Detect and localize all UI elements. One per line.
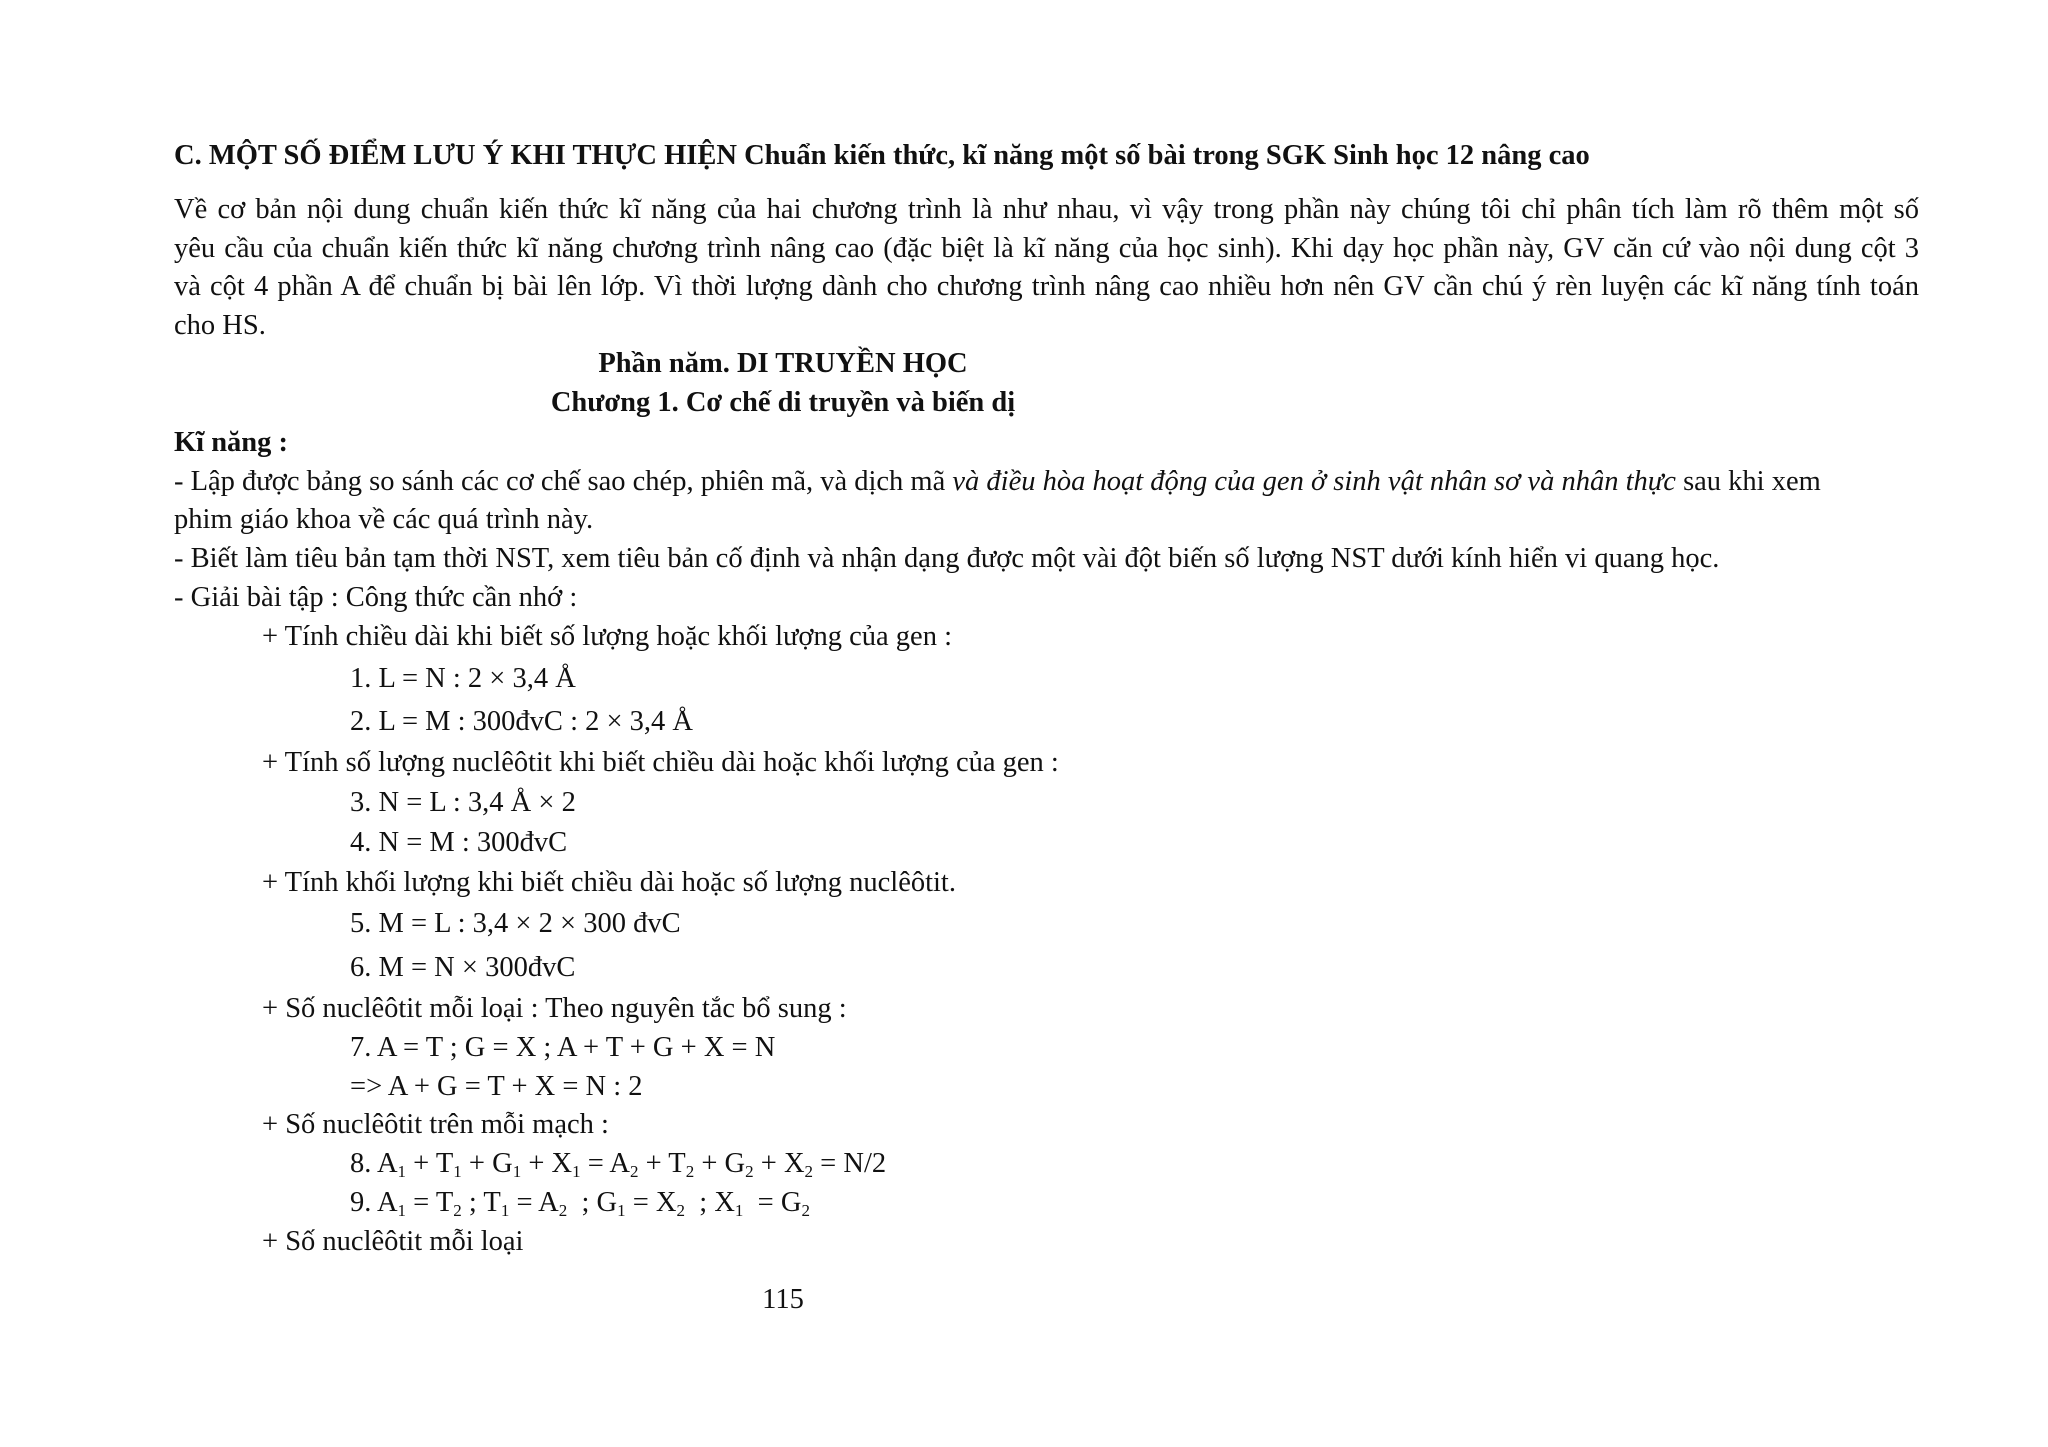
formula-8: 8. $A_1 + T_1 + G_1 + X_1 = A_2 + T_2 + G_2 + X_2 = N/2$: [350, 1148, 887, 1181]
bullet-comparison-italic: và điều hòa hoạt động của gen ở sinh vật nhân sơ và nhân thực: [952, 466, 1676, 497]
subheading-mass: + Tính khối lượng khi biết chiều dài hoặc số lượng nuclêôtit.: [262, 867, 956, 898]
part-title: Phần năm. DI TRUYỀN HỌC: [598, 348, 968, 379]
formula-3: 3. N = L : 3,4 Å × 2: [350, 787, 576, 818]
chapter-title: Chương 1. Cơ chế di truyền và biến dị: [550, 387, 1016, 418]
bullet-comparison-end: sau khi xem: [1675, 466, 1821, 497]
formula-4: 4. N = M : 300đvC: [350, 827, 568, 858]
intro-line-2: yêu cầu của chuẩn kiến thức kĩ năng chương trình nâng cao (đặc biệt là kĩ năng của học sinh). Khi dạy học phần này, GV căn cứ vào nội dung cột 3: [174, 233, 1919, 264]
intro-line-3: và cột 4 phần A để chuẩn bị bài lên lớp. Vì thời lượng dành cho chương trình nâng cao nhiều hơn nên GV cần chú ý rèn luyện các kĩ năng tính toán: [174, 271, 1919, 302]
subheading-length: + Tính chiều dài khi biết số lượng hoặc khối lượng của gen :: [262, 621, 952, 652]
formula-6: 6. M = N × 300đvC: [350, 952, 576, 983]
subheading-each-type-2: + Số nuclêôtit mỗi loại: [262, 1226, 524, 1257]
bullet-microscope: - Biết làm tiêu bản tạm thời NST, xem tiêu bản cố định và nhận dạng được một vài đột biến số lượng NST dưới kính hiển vi quang học.: [174, 543, 1720, 574]
formula-1: 1. L = N : 2 × 3,4 Å: [350, 663, 576, 694]
subheading-each-type: + Số nuclêôtit mỗi loại : Theo nguyên tắc bổ sung :: [262, 993, 847, 1024]
section-heading: [174, 138, 1590, 174]
subheading-per-strand: + Số nuclêôtit trên mỗi mạch :: [262, 1109, 609, 1140]
bullet-comparison: [174, 464, 1821, 500]
section-heading-prefix: C. MỘT SỐ ĐIỂM LƯU Ý KHI THỰC HIỆN: [174, 140, 737, 171]
formula-5: 5. M = L : 3,4 × 2 × 300 đvC: [350, 908, 681, 939]
page-number: 115: [762, 1284, 804, 1315]
section-heading-rest: Chuẩn kiến thức, kĩ năng một số bài trong SGK Sinh học 12 nâng cao: [736, 140, 1590, 171]
formula-2: 2. L = M : 300đvC : 2 × 3,4 Å: [350, 706, 694, 737]
formula-7-derived: => A + G = T + X = N : 2: [350, 1071, 643, 1102]
formula-9: 9. $A_1 = T_2$ ; $T_1 = A_2$ ; $G_1 = X_2$ ; $X_1 = G_2$: [350, 1187, 810, 1220]
intro-line-1: Về cơ bản nội dung chuẩn kiến thức kĩ năng của hai chương trình là như nhau, vì vậy trong phần này chúng tôi chỉ phân tích làm rõ thêm một số: [174, 194, 1919, 225]
bullet-comparison-start: - Lập được bảng so sánh các cơ chế sao chép, phiên mã, và dịch mã: [174, 466, 953, 497]
bullet-exercises: - Giải bài tập : Công thức cần nhớ :: [174, 582, 578, 613]
subheading-nucleotide-count: + Tính số lượng nuclêôtit khi biết chiều dài hoặc khối lượng của gen :: [262, 747, 1059, 778]
skills-label: Kĩ năng :: [174, 427, 289, 458]
formula-7: 7. A = T ; G = X ; A + T + G + X = N: [350, 1032, 776, 1063]
bullet-comparison-line-2: phim giáo khoa về các quá trình này.: [174, 504, 594, 535]
intro-line-4: cho HS.: [174, 310, 266, 341]
